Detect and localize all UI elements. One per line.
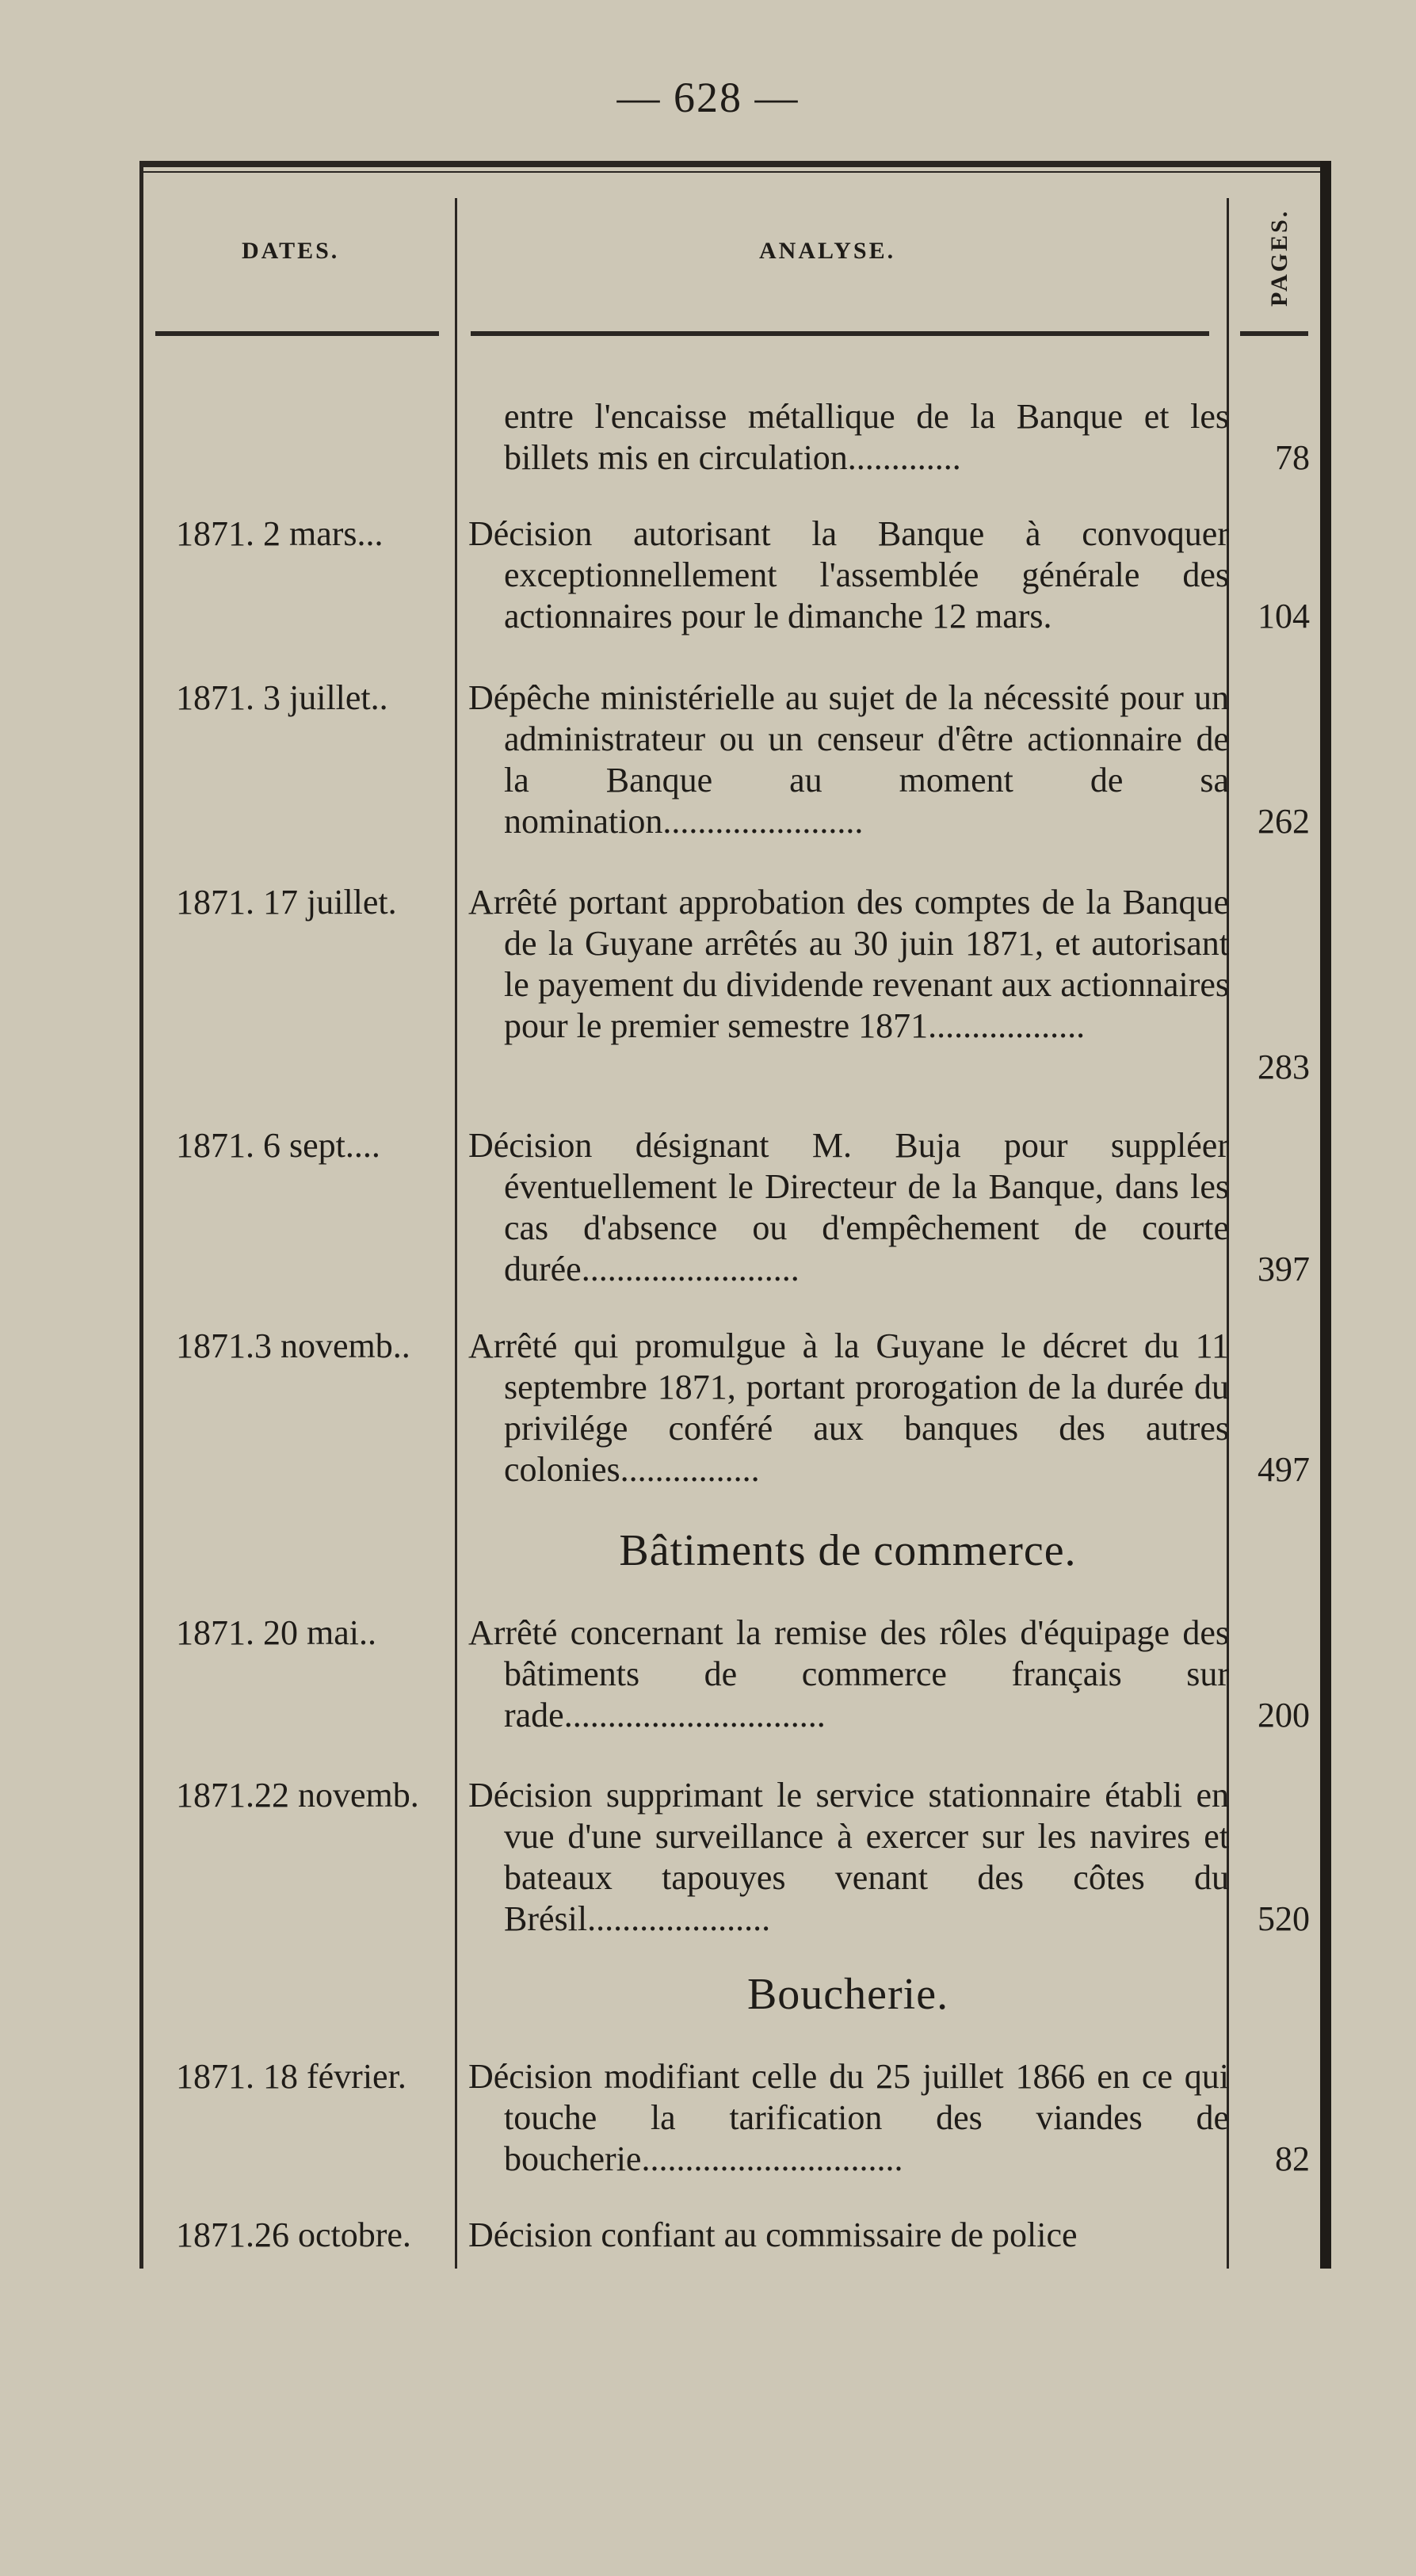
- table-top-rule: [139, 161, 1331, 167]
- entry-text: Arrêté qui promulgue à la Guyane le décret du 11 septembre 1871, portant prorogation de la durée du privilége conféré aux banques des autres colonies................: [468, 1326, 1229, 1489]
- entry-page: 82: [1275, 2139, 1310, 2178]
- page-number: — 628 —: [616, 74, 800, 121]
- table-right-border: [1320, 161, 1331, 2269]
- column-divider-dates: [455, 198, 457, 2269]
- entry-text: entre l'encaisse métallique de la Banque et les billets mis en circulation.............: [504, 397, 1229, 477]
- header-analyse: ANALYSE.: [759, 238, 896, 264]
- entry-date: 1871.22 novemb.: [176, 1776, 419, 1815]
- header-rule-analyse: [471, 331, 1209, 336]
- entry-page: 520: [1258, 1899, 1310, 1938]
- header-rule-dates: [155, 331, 439, 336]
- header-rule-pages: [1240, 331, 1308, 336]
- entry-date: 1871. 2 mars...: [176, 514, 384, 553]
- entry-page: 397: [1258, 1250, 1310, 1288]
- entry-page: 78: [1275, 438, 1310, 477]
- table-left-border: [139, 161, 143, 2269]
- entry-date: 1871.26 octobre.: [176, 2215, 411, 2254]
- entry-page: 497: [1258, 1450, 1310, 1489]
- section-title: Boucherie.: [746, 1970, 949, 2019]
- entry-text: Décision supprimant le service stationnaire établi en vue d'une surveillance à exercer sur les navires et bateaux tapouyes venant des côtes du Brésil.....................: [468, 1776, 1229, 1938]
- entry-text: Arrêté portant approbation des comptes de la Banque de la Guyane arrêtés au 30 juin 1871, et autorisant le payement du dividende revenant aux actionnaires pour le premier semestre 1871..................: [468, 883, 1229, 1045]
- entry-text: Décision autorisant la Banque à convoquer exceptionnellement l'assemblée générale des actionnaires pour le dimanche 12 mars.: [468, 514, 1229, 635]
- entry-page: 104: [1258, 597, 1310, 635]
- entry-date: 1871. 17 juillet.: [176, 883, 397, 922]
- header-dates: DATES.: [242, 238, 340, 264]
- entry-date: 1871. 18 février.: [176, 2057, 406, 2096]
- entry-text: Décision modifiant celle du 25 juillet 1866 en ce qui touche la tarification des viandes de boucherie..............................: [468, 2057, 1229, 2178]
- entry-date: 1871. 6 sept....: [176, 1126, 380, 1165]
- entry-text: Dépêche ministérielle au sujet de la nécessité pour un administrateur ou un censeur d'être actionnaire de la Banque au moment de sa nomination.......................: [468, 678, 1229, 841]
- entry-page: 283: [1258, 1048, 1310, 1086]
- section-title: Bâtiments de commerce.: [619, 1526, 1077, 1575]
- entry-date: 1871. 3 juillet..: [176, 678, 388, 717]
- header-pages: PAGES.: [1266, 208, 1292, 307]
- table-top-rule-thin: [139, 171, 1331, 173]
- entry-text: Arrêté concernant la remise des rôles d'équipage des bâtiments de commerce français sur rade..............................: [468, 1613, 1229, 1735]
- entry-page: 200: [1258, 1696, 1310, 1735]
- entry-date: 1871.3 novemb..: [176, 1326, 410, 1365]
- entry-text: Décision désignant M. Buja pour suppléer éventuellement le Directeur de la Banque, dans les cas d'absence ou d'empêchement de courte durée.........................: [468, 1126, 1229, 1288]
- entry-page: 262: [1258, 802, 1310, 841]
- entry-date: 1871. 20 mai..: [176, 1613, 376, 1652]
- entry-text: Décision confiant au commissaire de police: [468, 2215, 1078, 2254]
